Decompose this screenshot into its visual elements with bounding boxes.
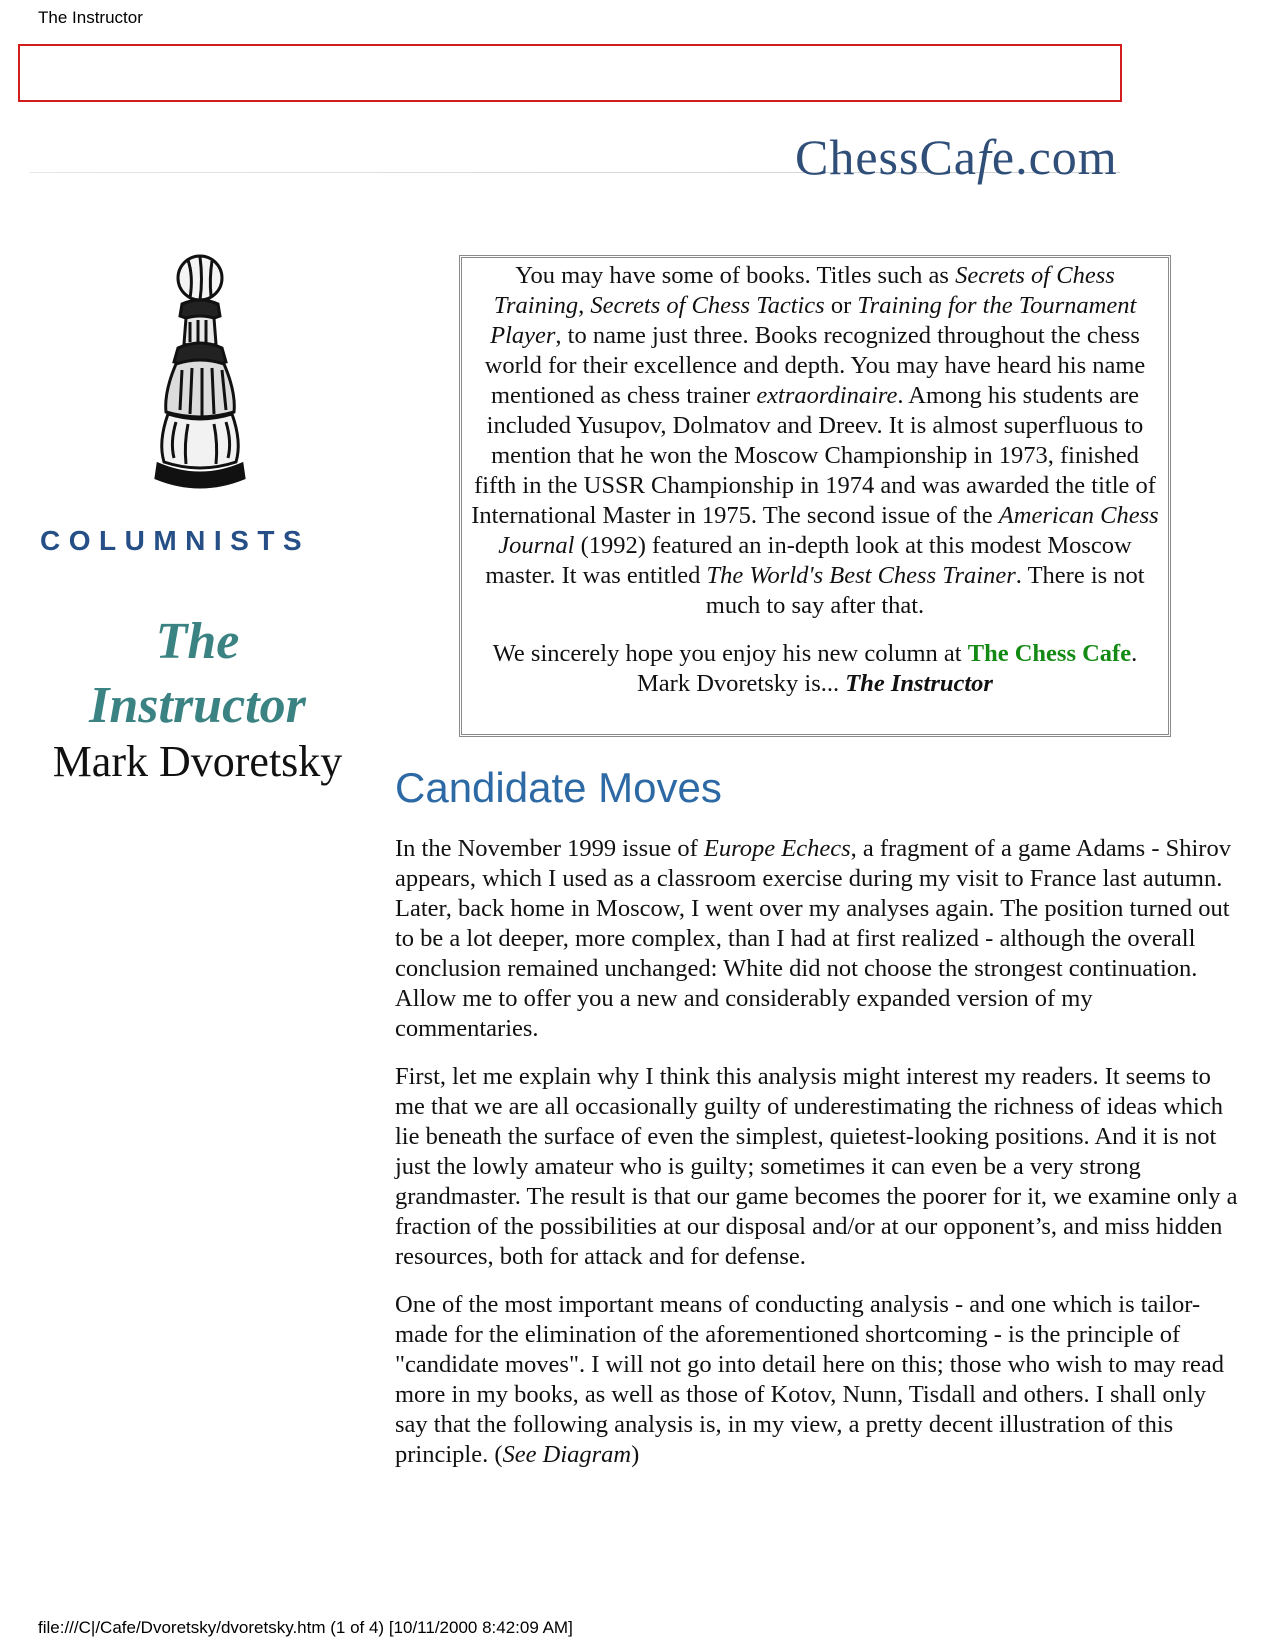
article-paragraph-2: First, let me explain why I think this analysis might interest my readers. It seems to me that we are all occasionally guilty of underestimating the richness of ideas which lie beneath the surface of even the simplest, quietest-looking positions. And it is not just the lowly amateur who is guilty; sometimes it can even be a very strong grandmaster. The result is that our game becomes the poorer for it, we examine only a fraction of the possibilities at our disposal and/or at our opponent’s, and miss hidden resources, both for attack and for defense. bbox=[395, 1063, 1238, 1270]
intro-text: . There is not much to say after that. bbox=[705, 562, 1145, 619]
book-title: Training for the Tournament Player bbox=[490, 292, 1137, 349]
article-title: The World's Best Chess Trainer bbox=[706, 562, 1016, 589]
columnists-label[interactable]: COLUMNISTS bbox=[40, 525, 311, 556]
column-title bbox=[40, 610, 355, 738]
article-text: In the November 1999 issue of bbox=[395, 835, 704, 862]
intro-text: (1992) featured an in-depth look at this modest Moscow master. It was entitled bbox=[485, 532, 1132, 589]
article-paragraph-1 bbox=[395, 834, 1240, 1044]
journal-title: American Chess Journal bbox=[498, 502, 1159, 559]
intro-text: , to name just three. Books recognized throughout the chess world for their excellence and depth. You may have heard his name mentioned as chess trainer bbox=[484, 322, 1146, 409]
ad-banner[interactable] bbox=[18, 44, 1122, 102]
column-author: Mark Dvoretsky bbox=[52, 737, 343, 786]
logo-text-b: e.com bbox=[991, 129, 1118, 185]
magazine-title: Europe Echecs bbox=[703, 835, 851, 862]
intro-paragraph-2 bbox=[470, 639, 1160, 699]
column-title-line2: Instructor bbox=[89, 677, 306, 734]
article-body bbox=[395, 834, 1240, 1488]
column-title-line1: The bbox=[155, 613, 240, 670]
print-footer: file:///C|/Cafe/Dvoretsky/dvoretsky.htm (1 of 4) [10/11/2000 8:42:09 AM] bbox=[38, 1618, 573, 1637]
intro-text: . Mark Dvoretsky is... bbox=[637, 640, 1138, 697]
chesscafe-logo[interactable] bbox=[795, 128, 1118, 186]
chess-pawn-icon bbox=[140, 252, 260, 502]
article-heading: Candidate Moves bbox=[395, 764, 722, 811]
intro-box bbox=[459, 255, 1171, 737]
intro-text: We sincerely hope you enjoy his new column at bbox=[492, 640, 968, 667]
logo-text-a: ChessCa bbox=[795, 129, 977, 185]
intro-text: or bbox=[824, 292, 858, 319]
intro-text: . Among his students are included Yusupov, Dolmatov and Dreev. It is almost superfluous to mention that he won the Moscow Championship in 1973, finished fifth in the USSR Championship in 1974 and was awarded the title of International Master in 1975. The second issue of the bbox=[471, 382, 1156, 529]
article-text: ) bbox=[631, 1441, 640, 1468]
article-text: , a fragment of a game Adams - Shirov appears, which I used as a classroom exercise during my visit to France last autumn. Later, back home in Moscow, I went over my analyses again. The position turned out to be a lot deeper, more complex, than I had at first realized - although the overall conclusion remained unchanged: White did not choose the strongest continuation. Allow me to offer you a new and considerably expanded version of my commentaries. bbox=[395, 835, 1231, 1042]
logo-text-f: f bbox=[977, 129, 992, 185]
article-text: One of the most important means of conducting analysis - and one which is tailor-made for the elimination of the aforementioned shortcoming - is the principle of "candidate moves". I will not go into detail here on this; those who wish to may read more in my books, as well as those of Kotov, Nunn, Tisdall and others. I shall only say that the following analysis is, in my view, a pretty decent illustration of this principle. ( bbox=[395, 1291, 1225, 1468]
instructor-emphasis: The Instructor bbox=[845, 670, 993, 697]
article-paragraph-3 bbox=[395, 1290, 1240, 1470]
intro-text: You may have some of books. Titles such as bbox=[515, 262, 956, 289]
see-diagram-link[interactable]: See Diagram bbox=[502, 1441, 632, 1468]
print-header: The Instructor bbox=[38, 8, 143, 27]
chess-cafe-link[interactable]: The Chess Cafe bbox=[967, 640, 1132, 667]
book-titles: Secrets of Chess Training, Secrets of Chess Tactics bbox=[493, 262, 1115, 319]
intro-emphasis: extraordinaire bbox=[756, 382, 898, 409]
intro-paragraph-1 bbox=[470, 261, 1160, 621]
